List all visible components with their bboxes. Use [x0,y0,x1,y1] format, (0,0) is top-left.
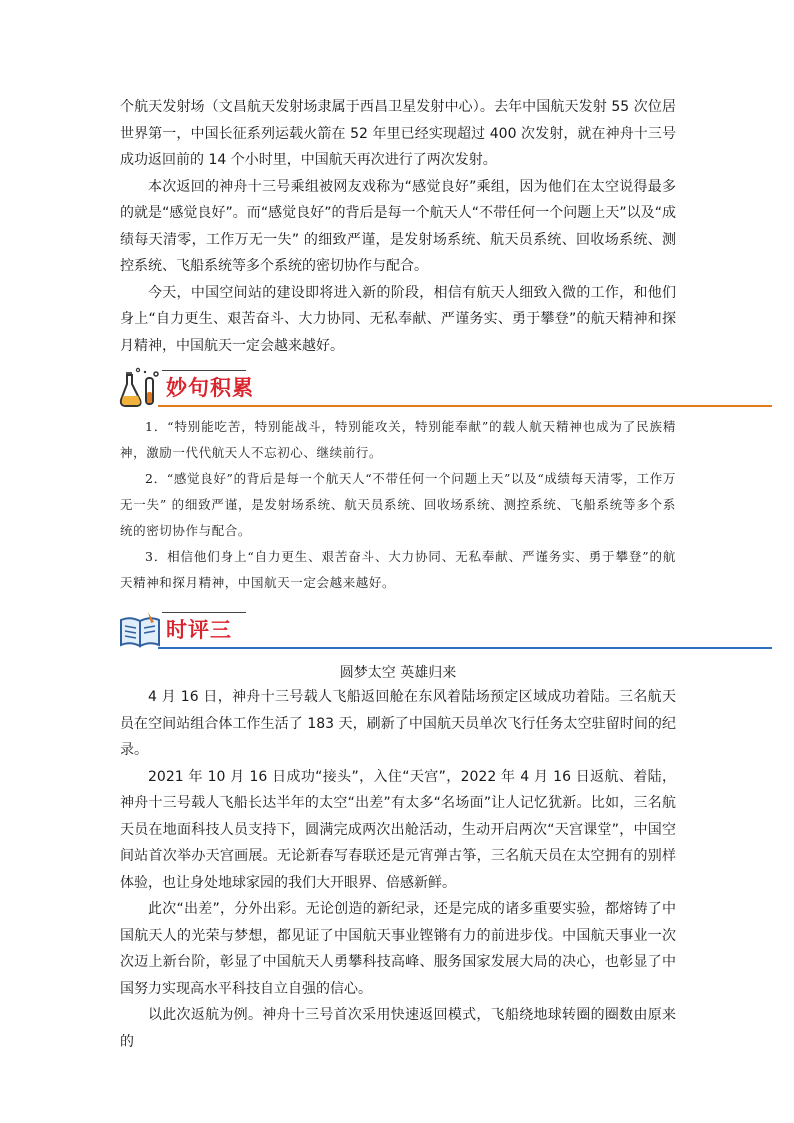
article-paragraph-3: 此次“出差”，分外出彩。无论创造的新纪录，还是完成的诸多重要实验，都熔铸了中国航天人的光荣与梦想，都见证了中国航天事业铿锵有力的前进步伐。中国航天事业一次次迈上新台阶，彰显了中国航天人勇攀科技高峰、服务国家发展大局的决心，也彰显了中国努力实现高水平科技自立自强的信心。 [120,901,676,997]
chemistry-flask-icon [118,366,164,410]
header-rule [158,405,772,407]
intro-paragraph-2: 本次返回的神舟十三号乘组被网友戏称为“感觉良好”乘组，因为他们在太空说得最多的就是“感觉良好”。而“感觉良好”的背后是每一个航天人“不带任何一个问题上天”以及“成绩每天清零，工作万无一失” 的细致严谨，是发射场系统、航天员系统、回收场系统、测控系统、飞船系统等多个系统的密切协作与配合。 [120,178,676,274]
intro-paragraph-3: 今天，中国空间站的建设即将进入新的阶段，相信有航天人细致入微的工作，和他们身上“自力更生、艰苦奋斗、大力协同、无私奉献、严谨务实、勇于攀登”的航天精神和探月精神，中国航天一定会越来越好。 [120,284,676,354]
article-paragraph-2: 2021 年 10 月 16 日成功“接头”，入住“天宫”，2022 年 4 月 16 日返航、着陆，神舟十三号载人飞船长达半年的太空“出差”有太多“名场面”让人记忆犹新。比如，三名航天员在地面科技人员支持下，圆满完成两次出舱活动，生动开启两次“天宫课堂”，中国空间站首次举办天宫画展。无论新春写春联还是元宵弹古筝，三名航天员在太空拥有的别样体验，也让身处地球家园的我们大开眼界、倍感新鲜。 [120,768,676,891]
section-header-excerpts [118,366,772,410]
intro-paragraph-1: 个航天发射场（文昌航天发射场隶属于西昌卫星发射中心）。去年中国航天发射 55 次位居世界第一，中国长征系列运载火箭在 52 年里已经实现超过 400 次发射，就在神舟十三号成功返回前的 14 个小时里，中国航天再次进行了两次发射。 [120,99,676,168]
article-body [120,684,676,1055]
excerpt-item-1: 1．“特别能吃苦，特别能战斗，特别能攻关，特别能奉献”的载人航天精神也成为了民族精神，激励一代代航天人不忘初心、继续前行。 [120,419,676,460]
header-rule [158,647,772,649]
section-header-commentary [118,608,772,652]
section-title: 妙句积累 [166,376,254,400]
header-top-line [162,370,246,371]
open-book-icon [118,608,164,652]
header-top-line [162,612,246,613]
excerpt-list [120,414,676,596]
section-title: 时评三 [166,618,232,642]
article-title: 圆梦太空 英雄归来 [339,665,457,681]
intro-text [120,94,676,359]
excerpt-item-3: 3．相信他们身上“自力更生、艰苦奋斗、大力协同、无私奉献、严谨务实、勇于攀登”的航天精神和探月精神，中国航天一定会越来越好。 [120,549,676,590]
excerpt-item-2: 2．“感觉良好”的背后是每一个航天人“不带任何一个问题上天”以及“成绩每天清零，工作万无一失” 的细致严谨，是发射场系统、航天员系统、回收场系统、测控系统、飞船系统等多个系统的密切协作与配合。 [120,471,676,538]
article-paragraph-1: 4 月 16 日，神舟十三号载人飞船返回舱在东风着陆场预定区域成功着陆。三名航天员在空间站组合体工作生活了 183 天，刷新了中国航天员单次飞行任务太空驻留时间的纪录。 [120,689,676,758]
article-paragraph-4: 以此次返航为例。神舟十三号首次采用快速返回模式，飞船绕地球转圈的圈数由原来的 [120,1007,676,1050]
